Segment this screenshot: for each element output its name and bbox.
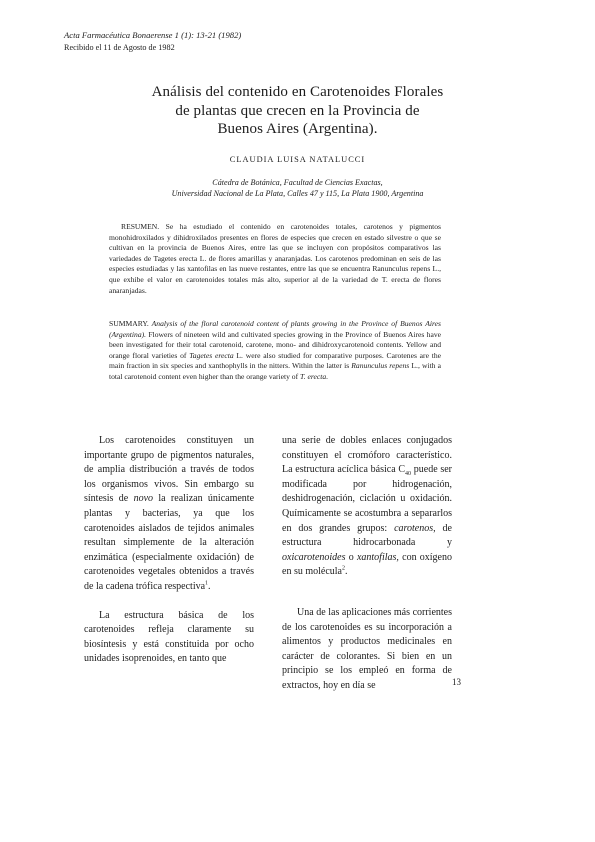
body-paragraph xyxy=(84,434,254,595)
body-text: . xyxy=(344,566,348,578)
author-name: CLAUDIA LUISA NATALUCCI xyxy=(229,155,366,164)
title-line: Análisis del contenido en Carotenoides Florales xyxy=(151,84,444,100)
affiliation xyxy=(90,177,505,199)
body-text: con oxígeno en su molécula xyxy=(282,551,452,578)
species-name: Ranunculus repens xyxy=(351,361,410,371)
body-italic: carotenos, xyxy=(394,522,436,534)
summary-text: L., with a total carotenoid content even higher than the orange variety of xyxy=(109,361,441,381)
body-paragraph: La estructura básica de los carotenoides refleja claramente su biosíntesis y está constituida por ocho unidades isoprenoides, en tanto que xyxy=(84,609,254,665)
reference-marker: 2 xyxy=(341,566,345,573)
title-line: de plantas que crecen en la Provincia de xyxy=(175,102,420,119)
subscript: 40 xyxy=(405,471,412,478)
species-name: T. erecta. xyxy=(300,371,329,381)
body-italic: novo xyxy=(133,493,154,505)
resumen-abstract xyxy=(109,222,441,296)
body-text: o xyxy=(348,551,354,563)
body-paragraph xyxy=(282,434,452,580)
summary-abstract xyxy=(109,319,441,383)
body-text: . xyxy=(208,580,211,592)
body-column-right xyxy=(282,434,452,694)
reference-marker: 1 xyxy=(205,580,209,587)
page-number: 13 xyxy=(452,677,461,687)
body-text: Los carotenoides constituyen un importante grupo de pigmentos naturales, de amplia distribución a través de todos los organismos vivos. Sin embargo su síntesis de xyxy=(84,435,254,505)
body-text: de estructura hidrocarbonada y xyxy=(282,522,452,549)
body-italic: oxicarotenoides xyxy=(282,551,346,563)
body-paragraph: Una de las aplicaciones más corrientes de los carotenoides es su incorporación a alimentos y productos medicinales en carácter de colorantes. Si bien en un principio se los empleó en forma de extractos, hoy en día se xyxy=(282,606,452,691)
title-line: Buenos Aires (Argentina). xyxy=(217,121,378,137)
received-date: Recibido el 11 de Agosto de 1982 xyxy=(64,43,175,52)
body-text: la realizan únicamente plantas y bacterias, ya que los carotenoides aislados de tejidos animales resultan simplemente de la alteración enzimática (especialmente oxidación) de carotenoides vegetales obtenidos a través de la cadena trófica respectiva xyxy=(84,493,255,592)
body-text: una serie de dobles enlaces conjugados constituyen el cromóforo característico. La estructura acíclica básica C xyxy=(282,435,452,476)
journal-citation: Acta Farmacéutica Bonaerense 1 (1): 13-21 (1982) xyxy=(64,30,242,40)
summary-title: Analysis of the floral carotenoid content of plants growing in the Province of Buenos Aires (Argentina). xyxy=(109,319,441,339)
resumen-label: RESUMEN. xyxy=(121,222,160,231)
affiliation-line: Cátedra de Botánica, Facultad de Ciencias Exactas, xyxy=(212,178,383,187)
body-italic: xantofilas, xyxy=(356,551,399,563)
summary-text: Flowers of nineteen wild and cultivated species growing in the Province of Buenos Aires have been investigated for their total carotenoid, carotene, mono- and dihidroxycarotenoid contents. Yellow and orange floral varieties of xyxy=(109,329,441,360)
body-column-left xyxy=(84,434,254,667)
species-name: Tagetes erecta xyxy=(189,350,234,360)
article-title xyxy=(90,83,505,139)
summary-label: SUMMARY. xyxy=(109,319,149,328)
summary-text: L. were also studied for comparative purposes. Carotenes are the main fraction in six species and xanthophylls in the nitters. Within the latter is xyxy=(109,350,442,371)
resumen-text: Se ha estudiado el contenido en carotenoides totales, carotenos y pigmentos monohidroxilados y dihidroxilados presentes en flores de especies que crecen en estado silvestre o que se cultivan en la provincia de Buenos Aires, entre las que se incluyen con propósitos comparativos las variedades de Tagetes erecta L. de flores amarillas y anaranjadas. Los carotenos predominan en seis de las especies estudiadas y las xantofilas en las nueve restantes, entre las que se encuentra Ranunculus repens L., que exhibe el valor en carotenoides totales más alto, superior al de la variedad de T. erecta de flores anaranjadas. xyxy=(109,222,441,295)
affiliation-line: Universidad Nacional de La Plata, Calles 47 y 115, La Plata 1900, Argentina xyxy=(171,189,424,198)
body-text: puede ser modificada por hidrogenación, deshidrogenación, ciclación u oxidación. Químicamente se acostumbra a separarlos en dos grandes grupos: xyxy=(282,464,453,534)
